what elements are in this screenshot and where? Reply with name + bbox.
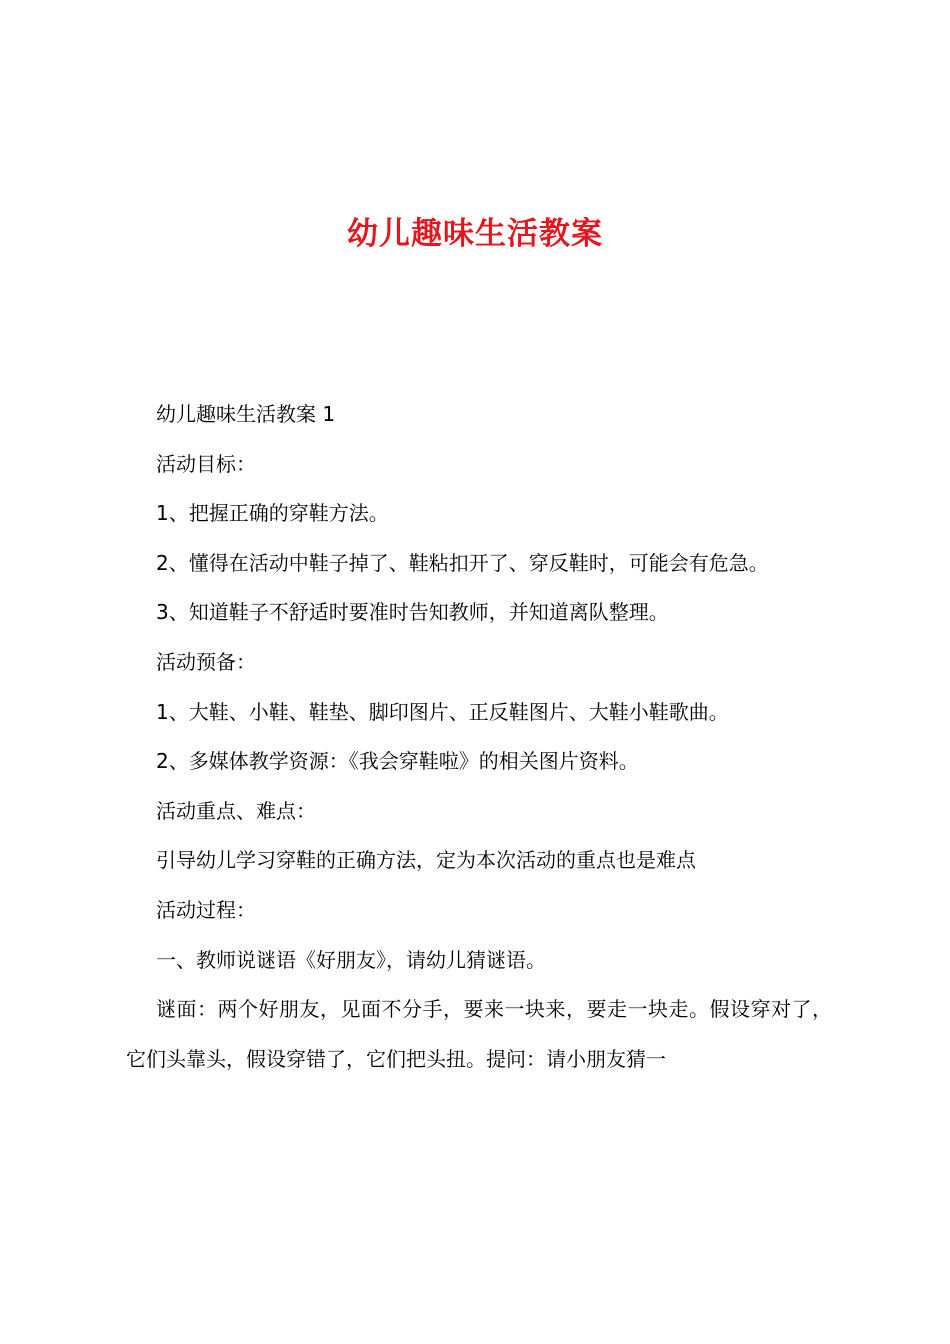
document-body bbox=[126, 390, 832, 1084]
subheading-process: 活动过程： bbox=[156, 897, 256, 922]
preparation-item-1: 1、大鞋、小鞋、鞋垫、脚印图片、正反鞋图片、大鞋小鞋歌曲。 bbox=[156, 699, 729, 724]
objective-item-2: 2、懂得在活动中鞋子掉了、鞋粘扣开了、穿反鞋时，可能会有危急。 bbox=[156, 550, 769, 575]
key-points-text: 引导幼儿学习穿鞋的正确方法，定为本次活动的重点也是难点 bbox=[156, 848, 696, 873]
process-step-1: 一、教师说谜语《好朋友》，请幼儿猜谜语。 bbox=[156, 947, 546, 972]
subheading-objectives: 活动目标： bbox=[156, 451, 256, 476]
riddle-text: 谜面：两个好朋友，见面不分手，要来一块来，要走一块走。假设穿对了，它们头靠头，假设穿错了，它们把头扭。提问：请小朋友猜一 bbox=[126, 997, 832, 1071]
subheading-key-points: 活动重点、难点： bbox=[156, 798, 316, 823]
objective-item-3: 3、知道鞋子不舒适时要准时告知教师，并知道离队整理。 bbox=[156, 600, 669, 625]
subheading-preparation: 活动预备： bbox=[156, 649, 256, 674]
preparation-item-2: 2、多媒体教学资源：《我会穿鞋啦》的相关图片资料。 bbox=[156, 749, 639, 774]
document-title: 幼儿趣味生活教案 bbox=[347, 216, 603, 252]
objective-item-1: 1、把握正确的穿鞋方法。 bbox=[156, 501, 389, 526]
section-heading: 幼儿趣味生活教案 1 bbox=[156, 402, 336, 426]
